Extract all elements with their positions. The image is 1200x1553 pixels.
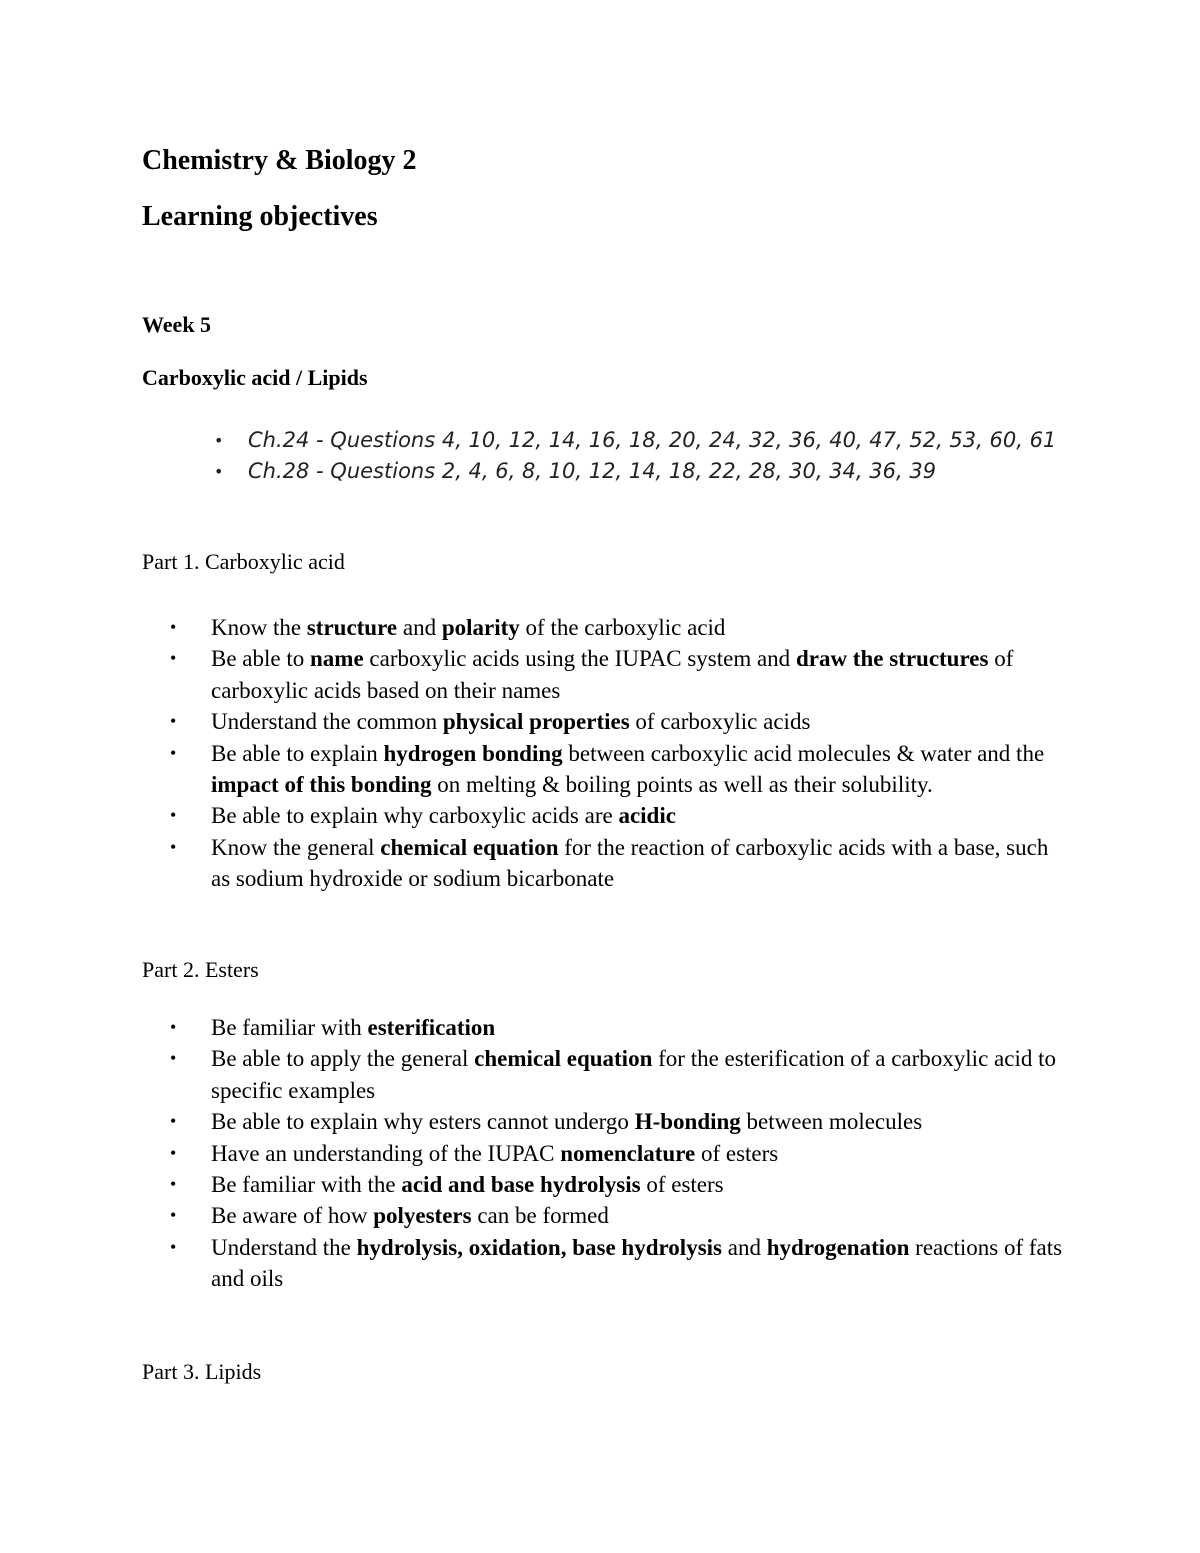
objective-item xyxy=(170,643,1070,706)
part-1-objectives xyxy=(170,612,1070,895)
question-text: Ch.24 - Questions 4, 10, 12, 14, 16, 18, 20, 24, 32, 36, 40, 47, 52, 53, 60, 61 xyxy=(248,428,1057,452)
objective-text: Know the general xyxy=(211,834,381,860)
bullet-icon: • xyxy=(170,711,177,732)
emphasis-text: hydrolysis, oxidation, base hydrolysis xyxy=(356,1234,722,1260)
objective-item xyxy=(170,1200,1070,1231)
objective-item xyxy=(170,1169,1070,1200)
objective-item xyxy=(170,612,1070,643)
bullet-icon: • xyxy=(170,1142,177,1163)
objective-item xyxy=(170,1106,1070,1137)
objective-text: Be able to apply the general xyxy=(211,1046,475,1072)
week-heading: Week 5 xyxy=(142,312,212,337)
bullet-icon: • xyxy=(170,1205,177,1226)
objective-text: Be familiar with xyxy=(211,1015,368,1040)
emphasis-text: acidic xyxy=(618,803,676,829)
objective-text: of the carboxylic acid xyxy=(519,615,726,640)
objective-text: Have an understanding of the IUPAC xyxy=(211,1140,561,1166)
emphasis-text: chemical equation xyxy=(474,1046,653,1072)
objective-item xyxy=(170,1012,1070,1043)
objective-text: for the reaction of carboxylic acids with a base, such as sodium hydroxide or sodium bicarbonate xyxy=(211,834,1049,892)
emphasis-text: name xyxy=(310,646,364,672)
bullet-icon: • xyxy=(214,462,224,481)
bullet-icon: • xyxy=(170,648,177,669)
objective-text: Know the xyxy=(211,615,307,640)
emphasis-text: impact of this bonding xyxy=(211,772,432,798)
emphasis-text: hydrogenation xyxy=(766,1234,910,1260)
objective-item xyxy=(170,800,1070,831)
objective-text: can be formed xyxy=(471,1203,609,1229)
emphasis-text: hydrogen bonding xyxy=(383,740,563,766)
bullet-icon: • xyxy=(170,1236,177,1257)
question-item xyxy=(214,456,1074,487)
bullet-icon: • xyxy=(214,431,224,450)
objective-text: Understand the common xyxy=(211,709,443,735)
objective-text: for the esterification of a carboxylic acid to specific examples xyxy=(211,1046,1056,1103)
emphasis-text: chemical equation xyxy=(380,834,559,860)
objective-item xyxy=(170,832,1070,895)
objective-text: of carboxylic acids based on their names xyxy=(211,646,1014,703)
part-1-heading: Part 1. Carboxylic acid xyxy=(142,549,345,574)
objective-item xyxy=(170,738,1070,801)
objective-text: Be able to explain why esters cannot undergo xyxy=(211,1109,635,1135)
topic-heading: Carboxylic acid / Lipids xyxy=(142,365,368,390)
objective-text: between molecules xyxy=(740,1109,923,1135)
objective-text: of esters xyxy=(695,1140,779,1166)
part-2-objectives xyxy=(170,1012,1070,1295)
objective-item xyxy=(170,1232,1070,1295)
bullet-icon: • xyxy=(170,836,177,857)
document-subtitle: Learning objectives xyxy=(142,201,378,232)
objective-text: Be aware of how xyxy=(211,1203,374,1229)
document-title: Chemistry & Biology 2 xyxy=(142,145,417,176)
objective-text: and xyxy=(397,615,442,640)
bullet-icon: • xyxy=(170,1048,177,1069)
objective-item xyxy=(170,1138,1070,1169)
objective-item xyxy=(170,1043,1070,1106)
objective-text: of esters xyxy=(640,1172,724,1198)
bullet-icon: • xyxy=(170,805,177,826)
emphasis-text: polyesters xyxy=(373,1203,472,1229)
bullet-icon: • xyxy=(170,1017,177,1037)
objective-text: of carboxylic acids xyxy=(629,709,811,735)
objective-text: on melting & boiling points as well as their solubility. xyxy=(431,772,933,798)
objective-text: reactions of fats and oils xyxy=(211,1234,1063,1292)
bullet-icon: • xyxy=(170,617,177,637)
objective-item xyxy=(170,706,1070,737)
emphasis-text: acid and base hydrolysis xyxy=(401,1172,641,1198)
bullet-icon: • xyxy=(170,1174,177,1195)
emphasis-text: esterification xyxy=(367,1015,496,1040)
part-3-heading: Part 3. Lipids xyxy=(142,1359,262,1384)
bullet-icon: • xyxy=(170,1111,177,1132)
objective-text: Be able to explain xyxy=(211,740,384,766)
emphasis-text: nomenclature xyxy=(560,1140,696,1166)
objective-text: between carboxylic acid molecules & water and the xyxy=(562,740,1045,766)
objective-text: Be able to explain why carboxylic acids are xyxy=(211,803,619,829)
objective-text: Be familiar with the xyxy=(211,1172,402,1198)
bullet-icon: • xyxy=(170,742,177,763)
question-list xyxy=(214,425,1074,487)
objective-text: and xyxy=(721,1234,767,1260)
emphasis-text: H-bonding xyxy=(634,1109,741,1135)
emphasis-text: structure xyxy=(306,615,398,640)
emphasis-text: physical properties xyxy=(442,709,630,735)
emphasis-text: draw the structures xyxy=(795,646,989,672)
objective-text: Be able to xyxy=(211,646,310,672)
emphasis-text: polarity xyxy=(441,615,520,640)
part-2-heading: Part 2. Esters xyxy=(142,957,259,982)
objective-text: Understand the xyxy=(211,1234,357,1260)
question-item xyxy=(214,425,1074,456)
question-text: Ch.28 - Questions 2, 4, 6, 8, 10, 12, 14, 18, 22, 28, 30, 34, 36, 39 xyxy=(248,459,937,483)
objective-text: carboxylic acids using the IUPAC system and xyxy=(363,646,796,672)
